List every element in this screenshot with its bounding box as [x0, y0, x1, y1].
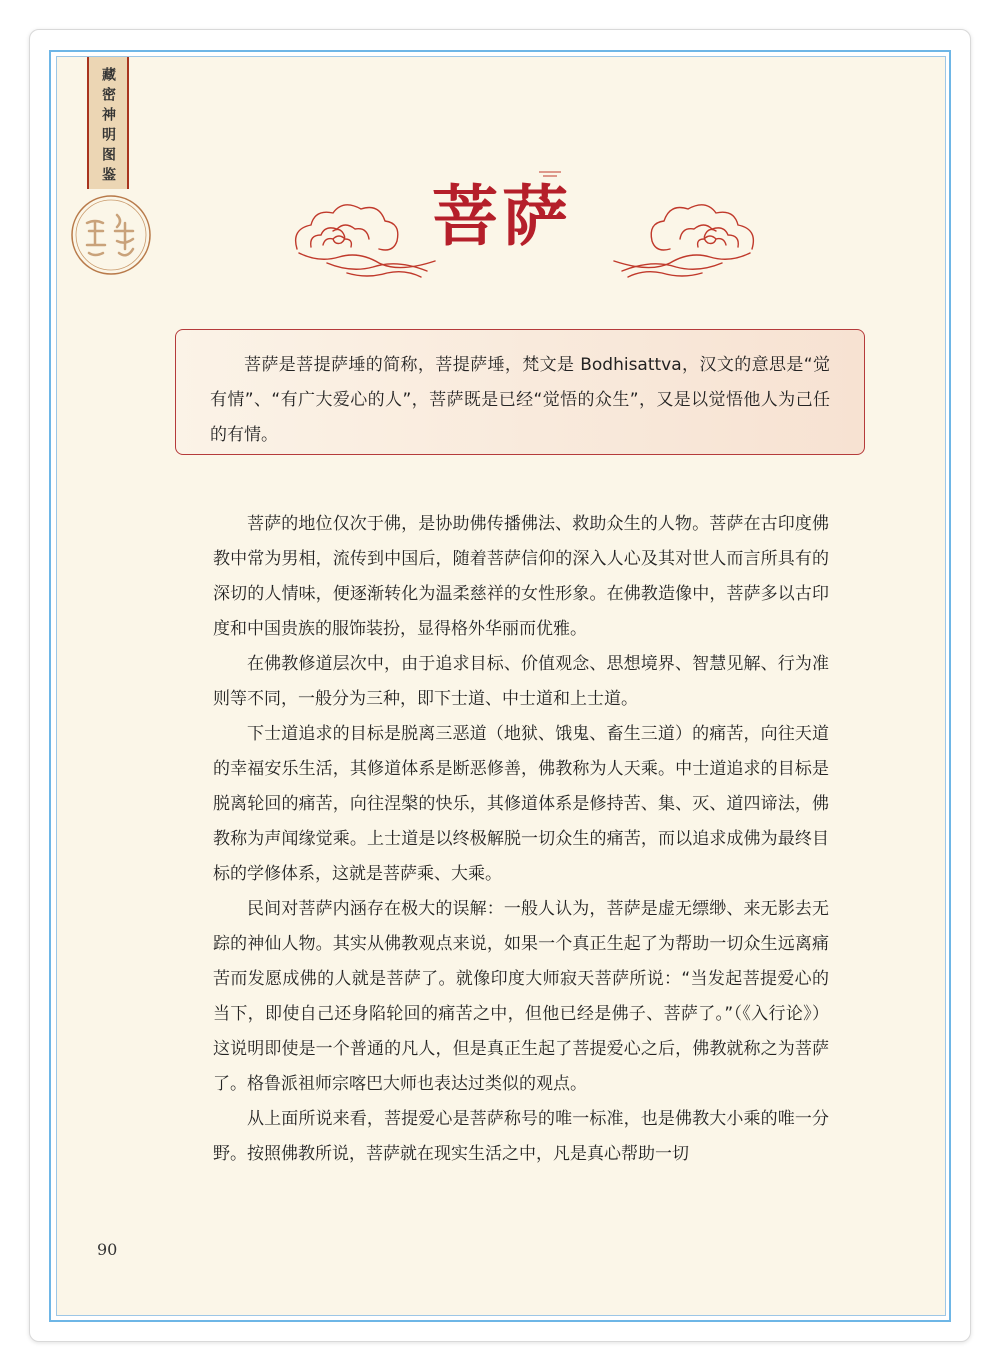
paragraph: 从上面所说来看，菩提爱心是菩萨称号的唯一标准，也是佛教大小乘的唯一分野。按照佛教所说，菩萨就在现实生活之中，凡是真心帮助一切: [213, 1109, 829, 1164]
paragraph: 菩萨的地位仅次于佛，是协助佛传播佛法、救助众生的人物。菩萨在古印度佛教中常为男相，流传到中国后，随着菩萨信仰的深入人心及其对世人而言所具有的深切的人情味，便逐渐转化为温柔慈祥的女性形象。在佛教造像中，菩萨多以古印度和中国贵族的服饰装扮，显得格外华丽而优雅。: [213, 514, 829, 639]
title-area: [57, 157, 946, 337]
page-number: 90: [97, 1240, 118, 1259]
paragraph: 下士道追求的目标是脱离三恶道（地狱、饿鬼、畜生三道）的痛苦，向往天道的幸福安乐生活，其修道体系是断恶修善，佛教称为人天乘。中士道追求的目标是脱离轮回的痛苦，向往涅槃的快乐，其修道体系是修持苦、集、灭、道四谛法，佛教称为声闻缘觉乘。上士道是以终极解脱一切众生的痛苦，而以追求成佛为最终目标的学修体系，这就是菩萨乘、大乘。: [213, 724, 829, 884]
section-tab-label: 藏密神明图鉴: [100, 67, 116, 187]
intro-text: 菩萨是菩提萨埵的简称，菩提萨埵，梵文是 Bodhisattva，汉文的意思是“觉有情”、“有广大爱心的人”，菩萨既是已经“觉悟的众生”，又是以觉悟他人为己任的有情。: [210, 355, 830, 445]
paragraph: 在佛教修道层次中，由于追求目标、价值观念、思想境界、智慧见解、行为准则等不同，一般分为三种，即下士道、中士道和上士道。: [213, 654, 829, 709]
page-title: 菩萨: [432, 178, 572, 255]
intro-box: [175, 329, 865, 455]
paragraph: 民间对菩萨内涵存在极大的误解：一般人认为，菩萨是虚无缥缈、来无影去无踪的神仙人物。其实从佛教观点来说，如果一个真正生起了为帮助一切众生远离痛苦而发愿成佛的人就是菩萨了。就像印度大师寂天菩萨所说：“当发起菩提爱心的当下，即使自己还身陷轮回的痛苦之中，但他已经是佛子、菩萨了。”（《入行论》）这说明即使是一个普通的凡人，但是真正生起了菩提爱心之后，佛教就称之为菩萨了。格鲁派祖师宗喀巴大师也表达过类似的观点。: [213, 899, 829, 1094]
auspicious-cloud-right-icon: [602, 197, 762, 287]
body-text: [213, 507, 829, 1172]
book-page: [56, 56, 946, 1316]
